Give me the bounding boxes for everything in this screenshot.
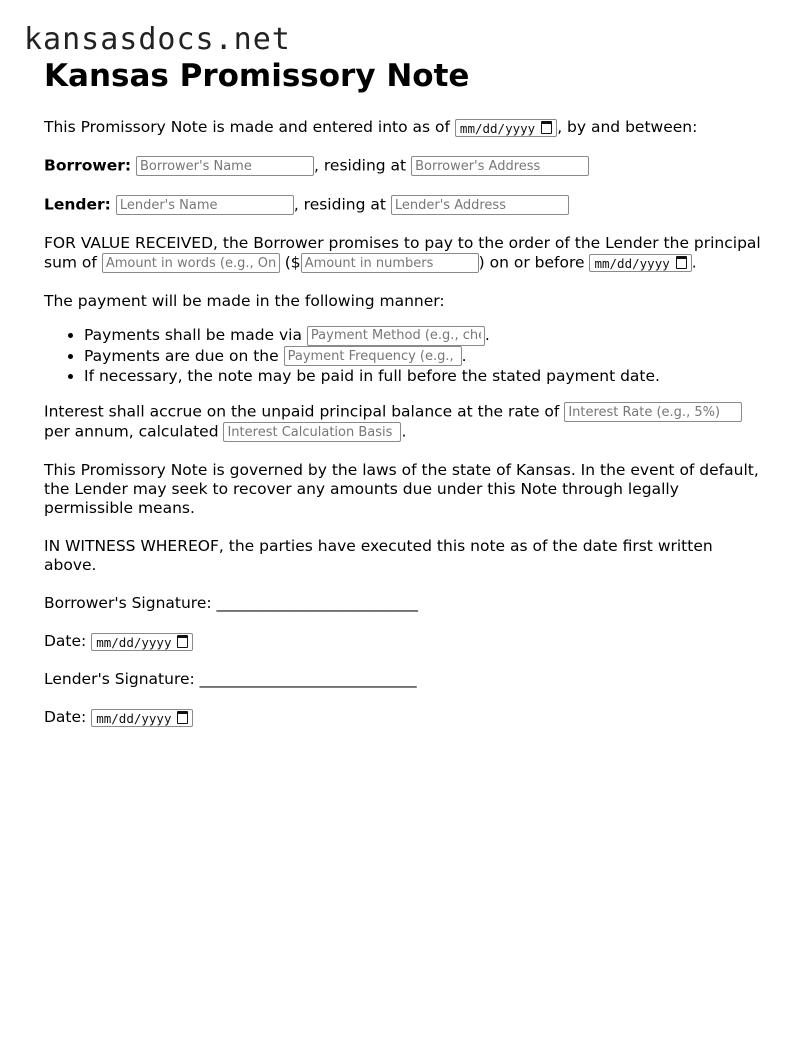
- lender-date-row: [44, 708, 764, 727]
- date-format: mm/dd/yyyy: [459, 120, 536, 136]
- lender-name-input[interactable]: [116, 195, 294, 215]
- calendar-icon[interactable]: [177, 635, 188, 648]
- borrower-name-input[interactable]: [136, 156, 314, 176]
- list-item: • If necessary, the note may be paid in full before the stated payment date.: [84, 366, 764, 386]
- borrower-label: Borrower:: [44, 156, 132, 175]
- per-annum-text: per annum, calculated: [44, 422, 219, 441]
- payment-method-input[interactable]: [307, 326, 485, 346]
- borrower-residing-text: , residing at: [314, 156, 407, 175]
- interest-after: .: [401, 422, 407, 441]
- amount-numbers-input[interactable]: [301, 253, 479, 273]
- dollar-text: ($: [284, 253, 301, 272]
- borrower-address-input[interactable]: [411, 156, 589, 176]
- date-format: mm/dd/yyyy: [96, 634, 172, 650]
- value-text: FOR VALUE RECEIVED, the Borrower promises to pay to the order of the Lender the principal sum of: [44, 234, 761, 272]
- calendar-icon[interactable]: [541, 121, 552, 134]
- lender-row: [44, 195, 764, 215]
- lender-date-input[interactable]: [91, 709, 193, 727]
- lender-signature-row: [44, 670, 764, 689]
- witness-paragraph: IN WITNESS WHEREOF, the parties have executed this note as of the date first written above.: [44, 537, 713, 574]
- watermark: kansasdocs.net: [24, 22, 291, 57]
- borrower-row: [44, 156, 764, 176]
- via-text: Payments shall be made via: [84, 326, 302, 344]
- payment-list: [44, 325, 764, 386]
- due-date-input[interactable]: [589, 254, 691, 272]
- date-label: Date:: [44, 632, 87, 650]
- borrower-date-input[interactable]: [91, 633, 193, 651]
- lender-signature-line: ____________________________: [199, 670, 417, 688]
- intro-after-text: , by and between:: [557, 118, 698, 136]
- value-end-text: .: [691, 253, 697, 272]
- borrower-signature-row: [44, 594, 764, 613]
- page-title: Kansas Promissory Note: [44, 58, 470, 94]
- calendar-icon[interactable]: [177, 711, 188, 724]
- lender-residing-text: , residing at: [293, 195, 386, 214]
- value-paragraph: [44, 234, 764, 273]
- lender-signature-label: Lender's Signature:: [44, 670, 195, 688]
- agreement-date-input[interactable]: [455, 119, 557, 137]
- date-label: Date:: [44, 708, 87, 726]
- borrower-signature-line: __________________________: [216, 594, 419, 612]
- interest-paragraph: [44, 402, 764, 442]
- intro-text: This Promissory Note is made and entered into as of: [44, 118, 450, 136]
- borrower-signature-label: Borrower's Signature:: [44, 594, 212, 612]
- due-text: Payments are due on the: [84, 346, 279, 365]
- lender-label: Lender:: [44, 195, 111, 214]
- date-format: mm/dd/yyyy: [594, 256, 670, 271]
- document: [44, 56, 764, 746]
- lender-address-input[interactable]: [391, 195, 569, 215]
- interest-basis-input[interactable]: [223, 422, 401, 442]
- list-item: [84, 346, 764, 367]
- list-item: [84, 325, 764, 346]
- on-or-before-text: ) on or before: [478, 253, 585, 272]
- amount-words-input[interactable]: [102, 253, 280, 273]
- interest-text: Interest shall accrue on the unpaid principal balance at the rate of: [44, 402, 560, 421]
- borrower-date-row: [44, 632, 764, 651]
- via-after: .: [484, 326, 490, 344]
- interest-rate-input[interactable]: [564, 402, 742, 422]
- payment-frequency-input[interactable]: [284, 346, 462, 366]
- intro-paragraph: [44, 118, 764, 137]
- governing-law-paragraph: This Promissory Note is governed by the laws of the state of Kansas. In the event of default, the Lender may seek to recover any amounts due under this Note through legally permissible means.: [44, 461, 759, 517]
- calendar-icon[interactable]: [676, 256, 687, 269]
- date-format: mm/dd/yyyy: [96, 710, 172, 726]
- payment-intro: The payment will be made in the following manner:: [44, 292, 445, 310]
- due-after: .: [461, 346, 467, 365]
